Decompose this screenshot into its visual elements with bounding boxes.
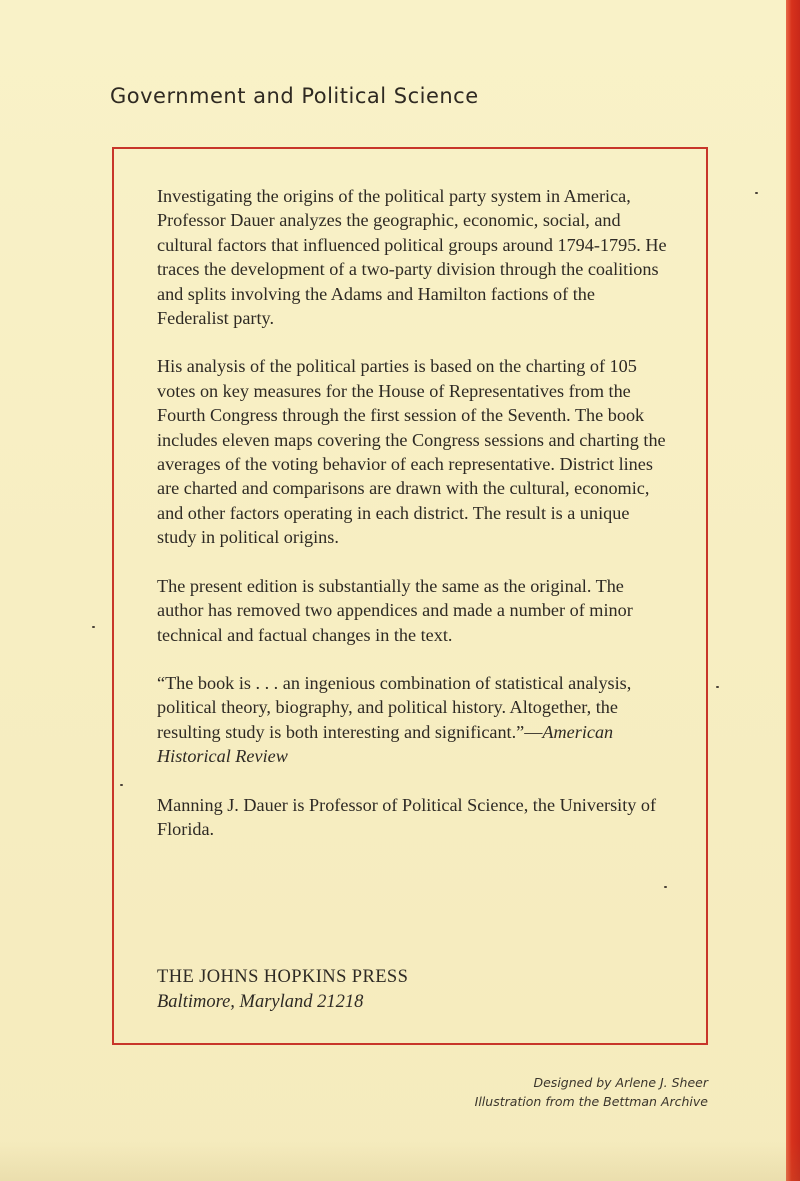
spine-edge	[786, 0, 800, 1181]
credits-block	[475, 1073, 708, 1111]
author-bio: Manning J. Dauer is Professor of Political Science, the University of Florida.	[157, 794, 657, 839]
designer-credit: Designed by Arlene J. Sheer	[533, 1075, 708, 1090]
blurb-text	[157, 184, 667, 865]
paper-speck	[120, 784, 123, 786]
paper-speck	[716, 686, 719, 688]
paper-speck	[755, 192, 758, 194]
review-quote	[157, 671, 667, 769]
paper-speck	[664, 886, 667, 888]
blurb-paragraph-2: His analysis of the political parties is based on the charting of 105 votes on key measures for the House of Representatives from the Fourth Congress through the first session of the Seventh. The book includes eleven maps covering the Congress sessions and charting the averages of the voting behavior of each representative. District lines are charted and comparisons are drawn with the cultural, economic, and other factors operating in each district. The result is a unique study in political origins.	[157, 356, 666, 548]
blurb-paragraph-1: Investigating the origins of the political party system in America, Professor Dauer analyzes the geographic, economic, social, and cultural factors that influenced political groups around 1794-1795. He traces the development of a two-party division through the coalitions and splits involving the Adams and Hamilton factions of the Federalist party.	[157, 186, 667, 329]
category-heading: Government and Political Science	[110, 84, 479, 108]
review-quote-text: “The book is . . . an ingenious combination of statistical analysis, political theory, biography, and political history. Altogether, the resulting study is both interesting and significant.”—	[157, 672, 632, 742]
blurb-paragraph-3: The present edition is substantially the same as the original. The author has removed two appendices and made a number of minor technical and factual changes in the text.	[157, 575, 633, 645]
review-source: American Historical Review	[157, 721, 614, 767]
cover-wear	[0, 1141, 800, 1181]
publisher-block	[157, 965, 667, 1015]
publisher-name: THE JOHNS HOPKINS PRESS	[157, 967, 409, 987]
illustration-credit: Illustration from the Bettman Archive	[474, 1094, 708, 1109]
paper-speck	[92, 626, 95, 628]
publisher-location: Baltimore, Maryland 21218	[157, 992, 364, 1012]
